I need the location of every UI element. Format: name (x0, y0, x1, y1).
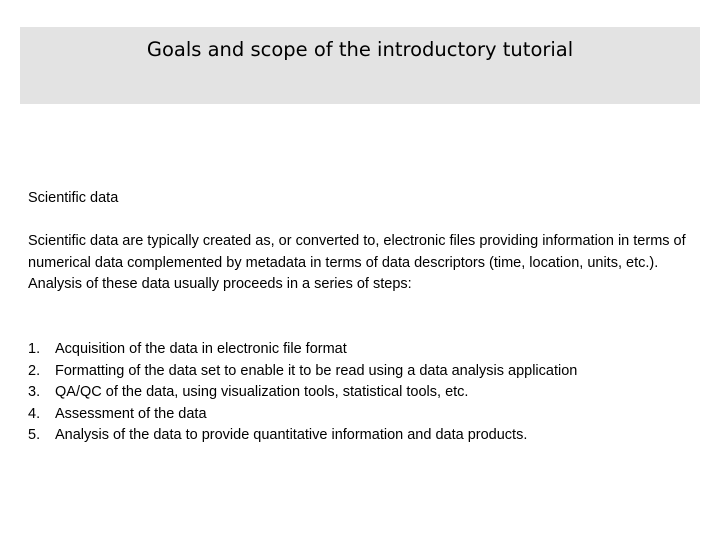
step-item (28, 425, 698, 447)
step-number: 5. (28, 427, 41, 444)
step-item (28, 339, 698, 361)
step-text: QA/QC of the data, using visualization tools, statistical tools, etc. (55, 384, 469, 401)
section-heading: Scientific data (28, 190, 119, 206)
steps-list (28, 339, 698, 447)
title-bar (20, 27, 700, 104)
intro-paragraph: Scientific data are typically created as, or converted to, electronic files providing information in terms of numerical data complemented by metadata in terms of data descriptors (time, location, units, etc.). Analysis of these data usually proceeds in a series of steps: (28, 233, 686, 293)
step-text: Formatting of the data set to enable it to be read using a data analysis application (55, 362, 578, 379)
step-number: 2. (28, 362, 41, 379)
step-number: 4. (28, 405, 41, 422)
step-text: Analysis of the data to provide quantitative information and data products. (55, 427, 528, 444)
step-number: 3. (28, 384, 41, 401)
slide-title: Goals and scope of the introductory tutorial (146, 38, 574, 61)
step-item (28, 361, 698, 383)
step-item (28, 382, 698, 404)
step-text: Assessment of the data (55, 405, 207, 422)
step-number: 1. (28, 341, 41, 357)
step-text: Acquisition of the data in electronic file format (55, 341, 347, 357)
step-item (28, 404, 698, 426)
